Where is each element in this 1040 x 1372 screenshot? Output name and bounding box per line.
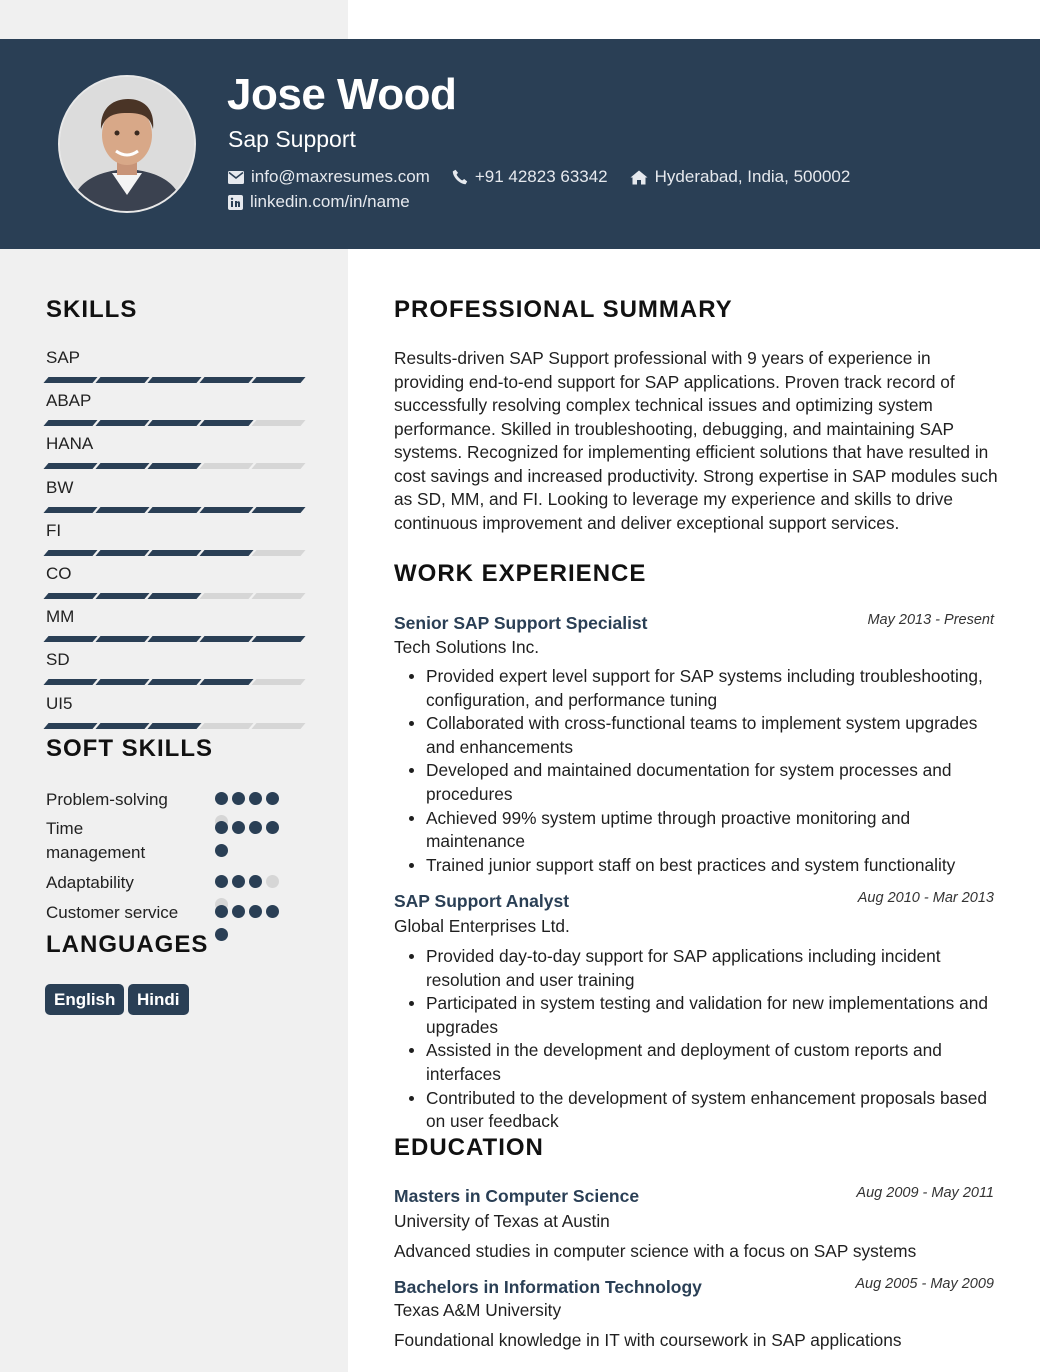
rating-dot [215,792,228,805]
soft-skill-label: Adaptability [46,873,134,892]
skill-bar-segment [251,550,305,556]
education-date: Aug 2009 - May 2011 [856,1185,994,1201]
skill-bar-segment [251,420,305,426]
rating-dot [266,821,279,834]
skill-bar-segment [95,507,149,513]
skill-bar-segment [251,377,305,383]
skill-label: HANA [46,434,94,453]
skill-bar-segment [43,420,97,426]
skill-bar-segment [95,550,149,556]
skill-label: ABAP [46,391,92,410]
job-title: SAP Support Analyst [394,891,570,911]
skill-bar-segment [95,636,149,642]
rating-dot [249,905,262,918]
skill-rating-bar [46,723,306,729]
skill-bar-segment [199,463,253,469]
rating-dot [232,905,245,918]
skill-label: CO [46,564,72,583]
rating-dot [232,875,245,888]
job-bullet: Achieved 99% system uptime through proactive monitoring and maintenance [426,807,1001,854]
rating-dot [215,905,228,918]
skill-rating-bar [46,420,306,426]
skill-label: BW [46,478,74,497]
degree-title: Bachelors in Information Technology [394,1277,702,1297]
job-bullets [426,665,1001,877]
skill-label: UI5 [46,694,73,713]
soft-skill-label: Problem-solving [46,790,168,809]
home-icon [630,170,648,185]
education-title: EDUCATION [394,1134,544,1161]
linkedin-icon [228,195,243,210]
skill-bar-segment [147,420,201,426]
contact-row [228,167,872,187]
skill-rating-bar [46,593,306,599]
rating-dot [232,792,245,805]
school-name: Texas A&M University [394,1300,562,1320]
soft-skill-rating-dots [215,821,295,867]
avatar [58,75,196,213]
job-bullet: Contributed to the development of system enhancement proposals based on user feedback [426,1087,1001,1134]
rating-dot [249,875,262,888]
education-description: Advanced studies in computer science with a focus on SAP systems [394,1241,917,1261]
skill-bar-segment [147,636,201,642]
skill-bar-segment [199,507,253,513]
skill-bar-segment [251,723,305,729]
language-badge: Hindi [128,984,189,1015]
email-text: info@maxresumes.com [251,167,430,186]
job-date: May 2013 - Present [867,612,994,628]
skill-bar-segment [199,377,253,383]
contact-row-2 [228,192,432,212]
location-text: Hyderabad, India, 500002 [654,167,851,186]
rating-dot [215,928,228,941]
job-company: Tech Solutions Inc. [394,637,540,657]
rating-dot [266,905,279,918]
rating-dot [215,875,228,888]
skill-rating-bar [46,550,306,556]
skill-bar-segment [147,593,201,599]
skill-bar-segment [147,723,201,729]
job-company: Global Enterprises Ltd. [394,916,570,936]
skill-bar-segment [95,463,149,469]
skill-bar-segment [43,463,97,469]
skill-bar-segment [199,636,253,642]
skill-bar-segment [147,463,201,469]
contact-linkedin[interactable] [228,192,410,212]
soft-skills-title: SOFT SKILLS [46,735,213,762]
skill-bar-segment [147,507,201,513]
skill-bar-segment [43,550,97,556]
skill-bar-segment [147,679,201,685]
resume-header [0,39,1040,249]
job-bullet: Developed and maintained documentation for system processes and procedures [426,759,1001,806]
job-bullets [426,945,1001,1134]
summary-title: PROFESSIONAL SUMMARY [394,296,733,323]
skill-bar-segment [251,679,305,685]
skill-bar-segment [95,723,149,729]
skill-bar-segment [199,593,253,599]
rating-dot [249,821,262,834]
contact-phone[interactable] [452,167,608,187]
rating-dot [266,875,279,888]
soft-skill-rating-dots [215,905,295,951]
skill-bar-segment [251,593,305,599]
contact-location [630,167,851,187]
degree-title: Masters in Computer Science [394,1186,640,1206]
soft-skill-label: Time management [46,819,146,862]
rating-dot [215,821,228,834]
rating-dot [249,792,262,805]
envelope-icon [228,171,244,184]
summary-text: Results-driven SAP Support professional with 9 years of experience in providing end-to-end support for SAP applications. Proven track record of successfully resolving complex technical issues and optimizing system performance. Skilled in troubleshooting, debugging, and maintaining SAP systems. Recognized for implementing efficient solutions that have resulted in cost savings and increased productivity. Strong expertise in SAP modules such as SD, MM, and FI. Looking to leverage my experience and skills to drive continuous improvement and deliver exceptional support services. [394,348,998,533]
skill-bar-segment [95,377,149,383]
skill-bar-segment [147,377,201,383]
school-name: University of Texas at Austin [394,1211,610,1231]
skill-label: FI [46,521,62,540]
language-badge: English [45,984,124,1015]
skills-title: SKILLS [46,296,138,323]
rating-dot [232,821,245,834]
soft-skill-label: Customer service [46,903,179,922]
skill-bar-segment [95,420,149,426]
skill-bar-segment [95,679,149,685]
job-bullet: Provided day-to-day support for SAP applications including incident resolution and user training [426,945,1001,992]
skill-bar-segment [43,679,97,685]
skill-rating-bar [46,507,306,513]
languages-title: LANGUAGES [46,931,209,958]
skill-label: SD [46,650,70,669]
skill-rating-bar [46,377,306,383]
skill-bar-segment [43,636,97,642]
skill-bar-segment [43,377,97,383]
skill-bar-segment [199,550,253,556]
job-bullet: Assisted in the development and deployment of custom reports and interfaces [426,1039,1001,1086]
skill-rating-bar [46,636,306,642]
job-bullet: Provided expert level support for SAP systems including troubleshooting, configuration, and performance tuning [426,665,1001,712]
skill-bar-segment [251,507,305,513]
skill-bar-segment [251,636,305,642]
skill-bar-segment [199,679,253,685]
job-title: Senior SAP Support Specialist [394,613,648,633]
skill-bar-segment [199,420,253,426]
linkedin-text: linkedin.com/in/name [250,192,410,211]
skill-label: MM [46,607,75,626]
skill-bar-segment [147,550,201,556]
job-bullet: Trained junior support staff on best practices and system functionality [426,854,1001,878]
rating-dot [266,792,279,805]
skill-bar-segment [43,593,97,599]
skill-bar-segment [199,723,253,729]
job-bullet: Collaborated with cross-functional teams to implement system upgrades and enhancements [426,712,1001,759]
education-date: Aug 2005 - May 2009 [855,1276,994,1292]
skill-bar-segment [251,463,305,469]
skill-rating-bar [46,679,306,685]
skill-bar-segment [95,593,149,599]
job-date: Aug 2010 - Mar 2013 [857,890,994,906]
contact-email[interactable] [228,167,430,187]
phone-icon [452,169,468,185]
job-bullet: Participated in system testing and validation for new implementations and upgrades [426,992,1001,1039]
skill-bar-segment [43,723,97,729]
phone-text: +91 42823 63342 [474,167,608,186]
candidate-name: Jose Wood [227,70,457,119]
rating-dot [215,844,228,857]
education-description: Foundational knowledge in IT with coursework in SAP applications [394,1330,902,1350]
experience-title: WORK EXPERIENCE [394,560,647,587]
skill-rating-bar [46,463,306,469]
skill-label: SAP [46,348,81,367]
skill-bar-segment [43,507,97,513]
candidate-role: Sap Support [228,126,356,152]
